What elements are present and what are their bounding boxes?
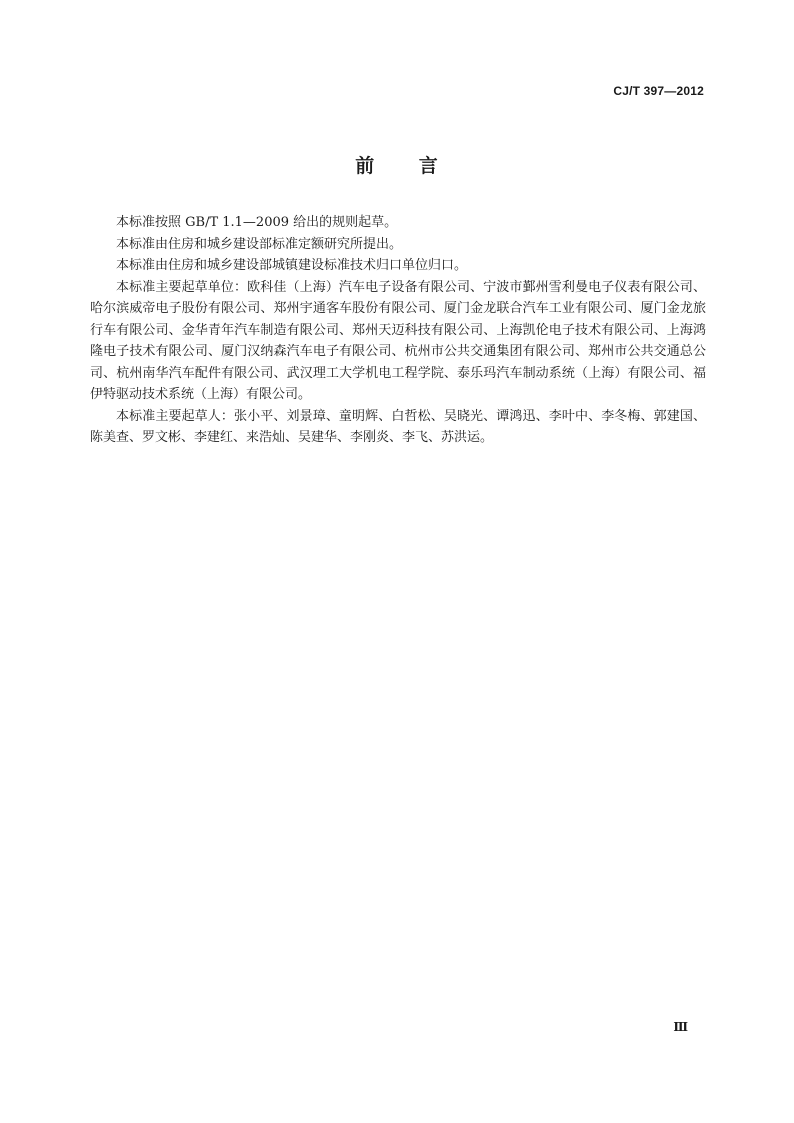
paragraph-proposed-by: 本标准由住房和城乡建设部标准定额研究所提出。 [116,236,403,252]
standard-code: CJ/T 397—2012 [613,84,704,98]
page-title: 前 言 [355,155,439,177]
paragraph-drafting-rules: 本标准按照 GB/T 1.1—2009 给出的规则起草。 [116,215,398,230]
paragraph-drafters: 本标准主要起草人：张小平、刘景璋、童明辉、白哲松、吴晓光、谭鸿迅、李叶中、李冬梅、郭建国、陈美查、罗文彬、李建红、来浩灿、吴建华、李刚炎、李飞、苏洪运。 [90,408,706,445]
page-number: Ⅲ [673,1020,688,1034]
foreword-body [90,212,706,449]
paragraph-drafting-organizations: 本标准主要起草单位：欧科佳（上海）汽车电子设备有限公司、宁波市鄞州雪利曼电子仪表有限公司、哈尔滨威帝电子股份有限公司、郑州宇通客车股份有限公司、厦门金龙联合汽车工业有限公司、厦门金龙旅行车有限公司、金华青年汽车制造有限公司、郑州天迈科技有限公司、上海凯伦电子技术有限公司、上海鸿隆电子技术有限公司、厦门汉纳森汽车电子有限公司、杭州市公共交通集团有限公司、郑州市公共交通总公司、杭州南华汽车配件有限公司、武汉理工大学机电工程学院、泰乐玛汽车制动系统（上海）有限公司、福伊特驱动技术系统（上海）有限公司。 [90,279,706,402]
paragraph-under-jurisdiction: 本标准由住房和城乡建设部城镇建设标准技术归口单位归口。 [116,258,468,273]
